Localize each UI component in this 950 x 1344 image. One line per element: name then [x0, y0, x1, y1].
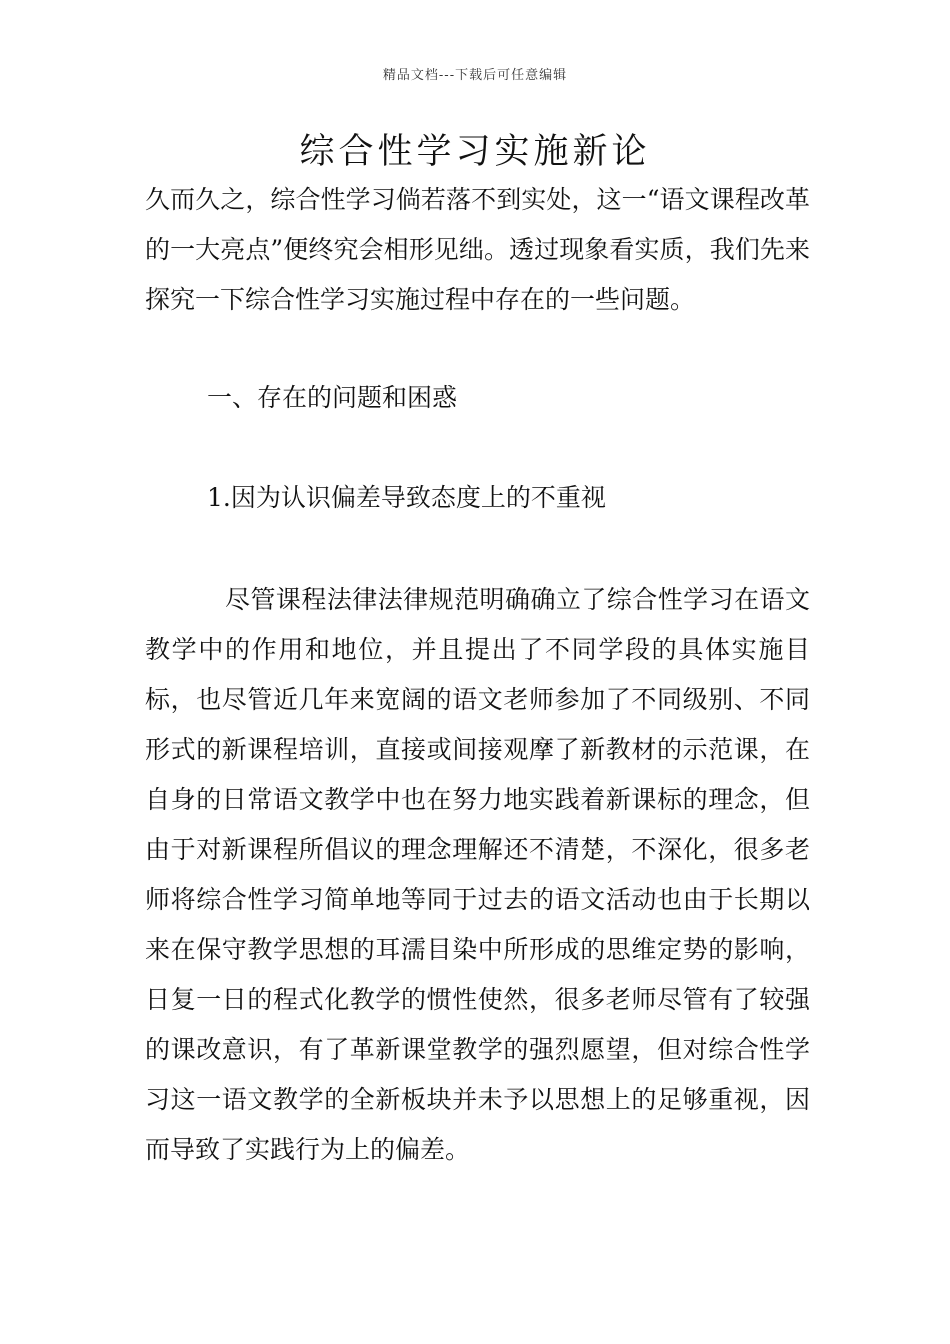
main-paragraph: 尽管课程法律法律规范明确确立了综合性学习在语文教学中的作用和地位，并且提出了不同学段的具体实施目标，也尽管近几年来宽阔的语文老师参加了不同级别、不同形式的新课程培训，直接或间接观摩了新教材的示范课，在自身的日常语文教学中也在努力地实践着新课标的理念，但由于对新课程所倡议的理念理解还不清楚，不深化，很多老师将综合性学习简单地等同于过去的语文活动也由于长期以来在保守教学思想的耳濡目染中所形成的思维定势的影响，日复一日的程式化教学的惯性使然，很多老师尽管有了较强的课改意识，有了革新课堂教学的强烈愿望，但对综合性学习这一语文教学的全新板块并未予以思想上的足够重视，因而导致了实践行为上的偏差。	[145, 585, 810, 1164]
section-heading: 一、存在的问题和困惑	[207, 383, 458, 412]
document-title: 综合性学习实施新论	[299, 132, 651, 172]
intro-paragraph: 久而久之，综合性学习倘若落不到实处，这一“语文课程改革的一大亮点”便终究会相形见绌。透过现象看实质，我们先来探究一下综合性学习实施过程中存在的一些问题。	[145, 185, 810, 314]
page-header-note: 精品文档---下载后可任意编辑	[382, 68, 568, 83]
subsection-heading: 1.因为认识偏差导致态度上的不重视	[207, 483, 606, 512]
